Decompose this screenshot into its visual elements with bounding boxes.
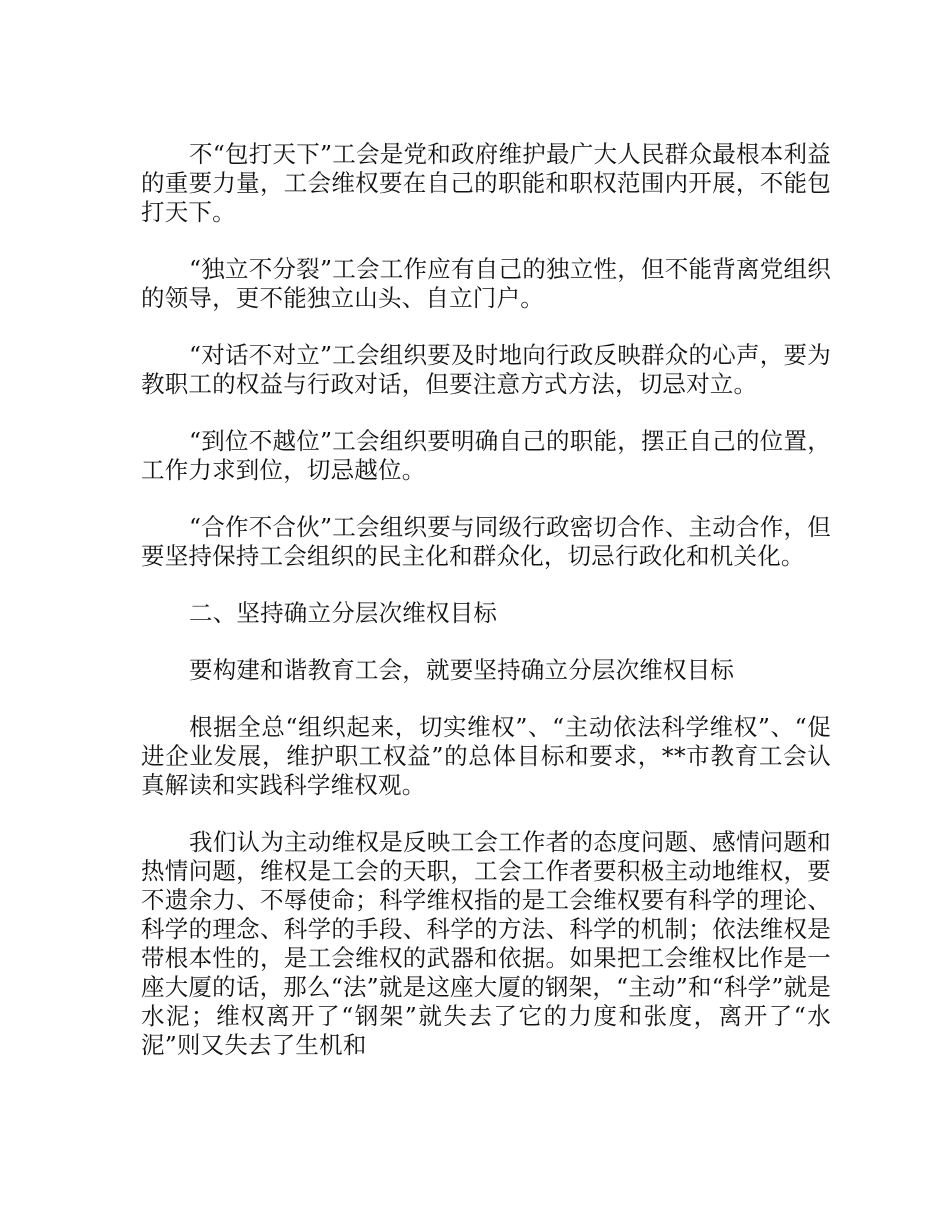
paragraph-overall-goals: 根据全总“组织起来，切实维权”、“主动依法科学维权”、“促进企业发展，维护职工权益”的总体目标和要求，**市教育工会认真解读和实践科学维权观。 <box>141 713 831 799</box>
document-body <box>141 140 831 1088</box>
paragraph-no-overreach: 不“包打天下”工会是党和政府维护最广大人民群众最根本利益的重要力量，工会维权要在自己的职能和职权范围内开展，不能包打天下。 <box>141 140 831 226</box>
paragraph-goal-statement: 要构建和谐教育工会，就要坚持确立分层次维权目标 <box>189 656 735 684</box>
section-heading: 二、坚持确立分层次维权目标 <box>189 599 498 627</box>
paragraph-dialogue: “对话不对立”工会组织要及时地向行政反映群众的心声，要为教职工的权益与行政对话，但要注意方式方法，切忌对立。 <box>141 341 831 398</box>
paragraph-independence: “独立不分裂”工会工作应有自己的独立性，但不能背离党组织的领导，更不能独立山头、自立门户。 <box>141 255 831 312</box>
paragraph-cooperation: “合作不合伙”工会组织要与同级行政密切合作、主动合作，但要坚持保持工会组织的民主化和群众化，切忌行政化和机关化。 <box>141 513 831 570</box>
paragraph-rights-view: 我们认为主动维权是反映工会工作者的态度问题、感情问题和热情问题，维权是工会的天职，工会工作者要积极主动地维权，要不遗余力、不辱使命；科学维权指的是工会维权要有科学的理论、科学的理念、科学的手段、科学的方法、科学的机制；依法维权是带根本性的，是工会维权的武器和依据。如果把工会维权比作是一座大厦的话，那么“法”就是这座大厦的钢架，“主动”和“科学”就是水泥；维权离开了“钢架”就失去了它的力度和张度，离开了“水泥”则又失去了生机和 <box>141 828 831 1059</box>
paragraph-in-position: “到位不越位”工会组织要明确自己的职能，摆正自己的位置，工作力求到位，切忌越位。 <box>141 427 831 484</box>
